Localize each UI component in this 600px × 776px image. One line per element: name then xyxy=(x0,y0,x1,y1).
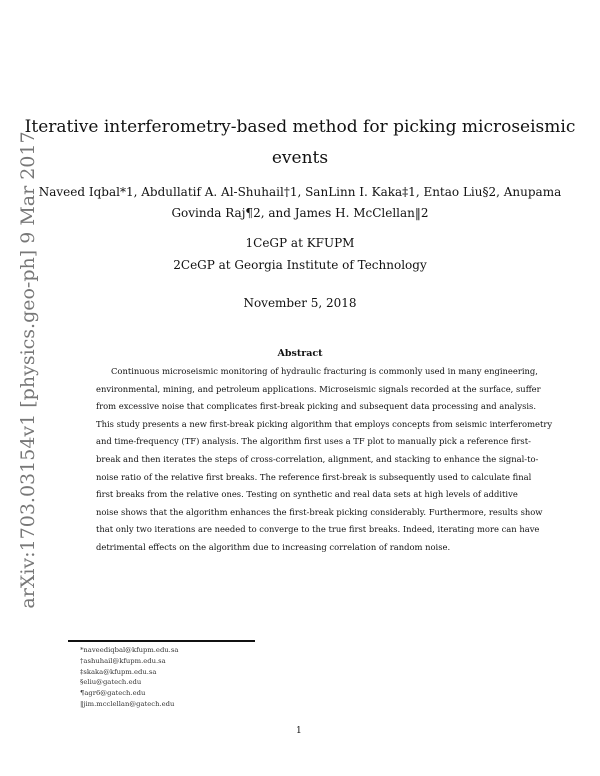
arxiv-side-label: arXiv:1703.03154v1 [physics.geo-ph] 9 Mar 2017 xyxy=(17,131,39,609)
abstract-line: that only two iterations are needed to converge to the true first breaks. Indeed, iterating more can have xyxy=(96,524,540,535)
authors-line-1: Naveed Iqbal*1, Abdullatif A. Al-Shuhail†1, SanLinn I. Kaka‡1, Entao Liu§2, Anupama xyxy=(38,185,562,199)
footnote: ‖jim.mcclellan@gatech.edu xyxy=(80,699,175,708)
footnotes xyxy=(80,645,178,710)
abstract-line: first breaks from the relative ones. Testing on synthetic and real data sets at high levels of additive xyxy=(96,489,518,500)
abstract-line: Continuous microseismic monitoring of hydraulic fracturing is commonly used in many engineering, xyxy=(111,366,538,376)
footnote: †ashuhail@kfupm.edu.sa xyxy=(80,656,166,665)
abstract-line: detrimental effects on the algorithm due to increasing correlation of random noise. xyxy=(96,541,451,552)
paper-date: November 5, 2018 xyxy=(243,296,357,310)
abstract-line: noise shows that the algorithm enhances the first-break picking considerably. Furthermore, results show xyxy=(96,506,543,517)
footnote: ‡skaka@kfupm.edu.sa xyxy=(80,667,157,676)
paper-title-line-2: events xyxy=(271,148,329,168)
page-number: 1 xyxy=(296,726,302,736)
abstract-line: This study presents a new first-break picking algorithm that employs concepts from seismic interferometry xyxy=(96,418,553,429)
abstract-line: and time-frequency (TF) analysis. The algorithm first uses a TF plot to manually pick a reference first- xyxy=(96,436,531,447)
footnote: ¶agr6@gatech.edu xyxy=(80,689,146,698)
affiliation-1: 1CeGP at KFUPM xyxy=(245,236,355,250)
affiliation-2: 2CeGP at Georgia Institute of Technology xyxy=(173,258,427,272)
abstract-line: break and then iterates the steps of cross-correlation, alignment, and stacking to enhance the signal-to- xyxy=(96,453,539,464)
abstract-line: environmental, mining, and petroleum applications. Microseismic signals recorded at the surface, suffer xyxy=(96,383,541,394)
abstract-line: from excessive noise that complicates first-break picking and subsequent data processing and analysis. xyxy=(96,401,537,412)
abstract-line: noise ratio of the relative first breaks. The reference first-break is subsequently used to calculate final xyxy=(96,471,532,482)
footnote: *naveediqbal@kfupm.edu.sa xyxy=(80,646,179,654)
abstract-heading: Abstract xyxy=(277,348,323,359)
authors-line-2: Govinda Raj¶2, and James H. McClellan‖2 xyxy=(171,206,429,220)
abstract-body xyxy=(96,363,553,557)
footnote: §eliu@gatech.edu xyxy=(80,678,142,687)
footnote-rule xyxy=(68,640,255,642)
paper-title-line-1: Iterative interferometry-based method for picking microseismic xyxy=(24,117,576,137)
